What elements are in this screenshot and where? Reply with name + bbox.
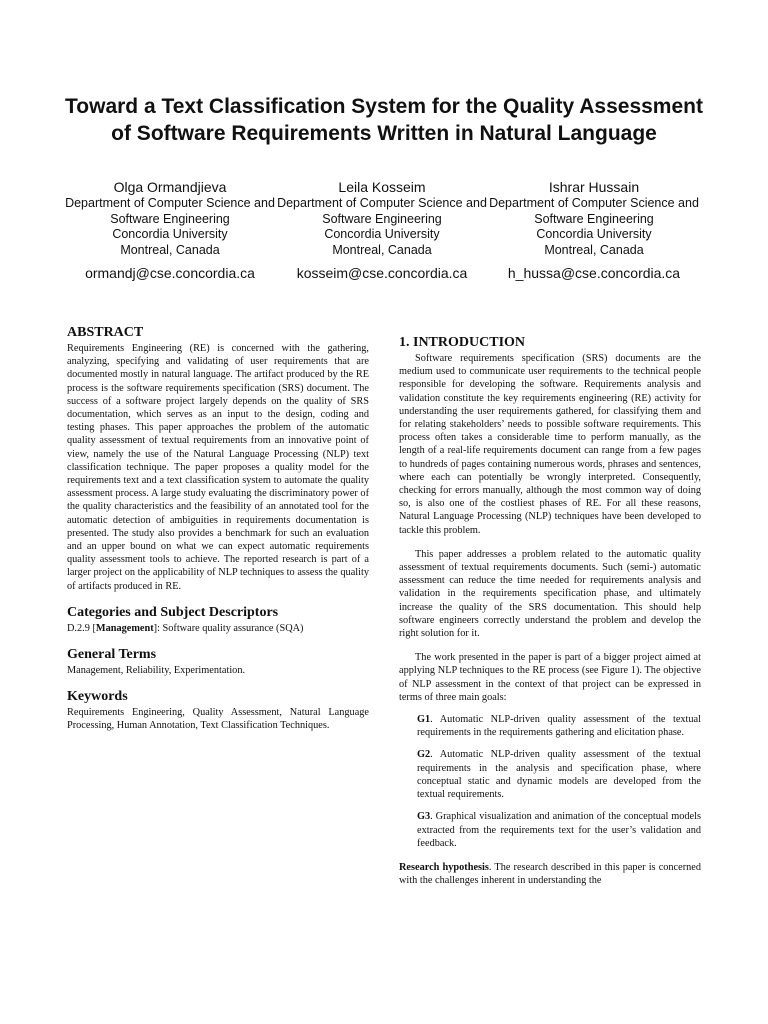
author-department: Department of Computer Science and Software Engineering: [489, 196, 699, 226]
categories-text: [67, 622, 369, 635]
goal-text: . Automatic NLP-driven quality assessment of the textual requirements in the analysis and specification phase, where conceptual static and dynamic models are developed from the textual requirements.: [417, 749, 701, 801]
author-email: ormandj@cse.concordia.ca: [85, 265, 255, 281]
goal-g3: [417, 810, 701, 850]
categories-prefix: D.2.9 [: [67, 622, 96, 634]
author-department: Department of Computer Science and Software Engineering: [277, 196, 487, 226]
intro-paragraph-1: Software requirements specification (SRS) documents are the medium used to communicate user requirements to the technical people responsible for developing the software. Requirements analysis and validation constitute the key requirements engineering (RE) activity for understanding the user requirements gathered, for classifying them and for relating stakeholders’ needs to possible software requirements. This process often takes a considerable time to perform manually, as the length of a real-life requirements document can range from a few pages to hundreds of pages containing numerous words, phrases and sentences, where each can potentially be wrongly interpreted. Consequently, checking for errors manually, although the most common way of doing so, is also one of the costliest phases of RE. For all these reasons, Natural Language Processing (NLP) techniques have been developed to tackle this problem.: [399, 353, 701, 536]
hypothesis-label: Research hypothesis: [399, 861, 489, 873]
keywords-heading: Keywords: [67, 689, 128, 705]
author-university: Concordia University: [536, 227, 652, 241]
author-3: [488, 178, 700, 282]
goal-g2: [417, 748, 701, 801]
author-name: Ishrar Hussain: [548, 179, 640, 195]
author-university: Concordia University: [324, 227, 440, 241]
categories-suffix: ]: Software quality assurance (SQA): [153, 622, 304, 634]
goal-label: G1: [417, 714, 431, 726]
goal-label: G2: [417, 749, 431, 761]
author-city: Montreal, Canada: [544, 242, 644, 257]
right-column: [399, 335, 701, 887]
author-email: h_hussa@cse.concordia.ca: [507, 265, 681, 281]
author-name: Olga Ormandjieva: [113, 179, 227, 195]
author-city: Montreal, Canada: [332, 242, 432, 257]
hypothesis-text: . The research described in this paper is concerned with the challenges inherent in understanding the: [399, 861, 701, 887]
intro-paragraph-3: The work presented in the paper is part of a bigger project aimed at applying NLP techniques to the RE process (see Figure 1). The objective of NLP assessment in the context of that project can be expressed in terms of three main goals:: [399, 652, 701, 703]
introduction-heading: 1. INTRODUCTION: [399, 335, 526, 350]
author-1: [64, 178, 276, 282]
categories-bold: Management: [95, 622, 154, 634]
goal-text: . Graphical visualization and animation of the conceptual models extracted from the requirements text for the user’s validation and feedback.: [417, 811, 701, 849]
goal-text: . Automatic NLP-driven quality assessment of the textual requirements in the requirements gathering and elicitation phase.: [417, 714, 701, 739]
paper-title: Toward a Text Classification System for the Quality Assessment of Software Requirements Written in Natural Language: [65, 95, 703, 145]
author-city: Montreal, Canada: [120, 242, 220, 257]
author-university: Concordia University: [112, 227, 228, 241]
categories-heading: Categories and Subject Descriptors: [67, 604, 279, 620]
goal-g1: [417, 713, 701, 739]
abstract-heading: ABSTRACT: [67, 325, 144, 340]
author-name: Leila Kosseim: [338, 179, 426, 195]
author-department: Department of Computer Science and Software Engineering: [65, 196, 275, 226]
general-terms-text: Management, Reliability, Experimentation.: [67, 665, 246, 677]
author-2: [276, 178, 488, 282]
left-column: [67, 325, 369, 733]
goal-label: G3: [417, 811, 431, 823]
general-terms-heading: General Terms: [67, 647, 157, 663]
intro-paragraph-2: This paper addresses a problem related to the automatic quality assessment of textual requirements documents. Such (semi-) automatic assessment can reduce the time needed for requirements analysis and validation in the requirements specification phase, and ultimately increase the quality of the SRS documentation. This should help software engineers correctly understand the problem and develop the right solution for it.: [399, 548, 701, 640]
research-hypothesis-paragraph: [399, 861, 701, 887]
author-email: kosseim@cse.concordia.ca: [296, 265, 468, 281]
abstract-text: Requirements Engineering (RE) is concerned with the gathering, analyzing, specifying and validating of user requirements that are documented mostly in natural language. The artifact produced by the RE process is the software requirements specification (SRS) document. The success of a software project largely depends on the quality of SRS documentation, which serves as an input to the design, coding and testing phases. This paper approaches the problem of the automatic quality assessment of textual requirements from an innovative point of view, namely the use of the Natural Language Processing (NLP) text classification technique. The paper proposes a quality model for the requirements text and a text classification system to automate the quality assessment process. A large study evaluating the discriminatory power of the quality characteristics and the feasibility of an annotated tool for the automatic detection of ambiguities in requirements documentation is presented. The study also provides a benchmark for such an evaluation and an upper bound on what we can expect automatic requirements quality assessment tools to achieve. The reported research is part of a larger project on the applicability of NLP techniques to assess the quality of artifacts produced in RE.: [67, 343, 369, 592]
author-block: [64, 178, 700, 282]
keywords-text: Requirements Engineering, Quality Assessment, Natural Language Processing, Human Annotation, Text Classification Techniques.: [67, 707, 369, 732]
